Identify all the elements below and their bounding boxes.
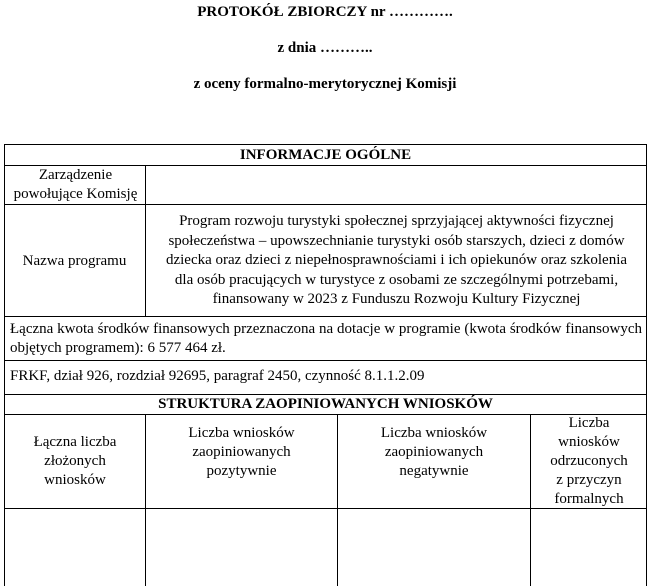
program-name-line: społeczeństwa – upowszechnianie turystyki osób starszych, dzieci z domów xyxy=(168,232,625,249)
divider xyxy=(4,204,647,205)
label-program-name: Nazwa programu xyxy=(22,253,127,269)
protocol-date: z dnia ……….. xyxy=(277,40,373,56)
label-zarzadzenie-line: Zarządzenie xyxy=(38,167,113,183)
column-header-line: odrzuconych xyxy=(550,453,628,469)
value-program-name xyxy=(146,212,647,310)
column-header-line: Łączna liczba xyxy=(33,434,117,450)
program-name-line: dziecka oraz dzieci z niepełnosprawnościami i ich opiekunów oraz szkolenia xyxy=(165,252,628,268)
section-heading-structure: STRUKTURA ZAOPINIOWANYCH WNIOSKÓW xyxy=(158,396,493,412)
program-name-line: dla osób pracujących w turystyce z osobami ze szczególnymi potrzebami, xyxy=(174,271,619,288)
column-header-negative xyxy=(338,424,530,481)
column-header-line: formalnych xyxy=(554,491,624,507)
protocol-table xyxy=(4,144,647,586)
column-header-positive xyxy=(146,424,337,481)
column-header-line: z przyczyn xyxy=(556,472,622,488)
section-heading-general: INFORMACJE OGÓLNE xyxy=(239,147,412,163)
budget-classification-text: FRKF, dział 926, rozdział 92695, paragraf 2450, czynność 8.1.1.2.09 xyxy=(10,368,425,384)
divider xyxy=(4,360,647,361)
column-header-line: zaopiniowanych xyxy=(192,444,291,460)
column-header-total-submitted xyxy=(5,433,145,490)
program-name-line: Program rozwoju turystyki społecznej sprzyjającej aktywności fizycznej xyxy=(179,213,614,229)
program-name-line: finansowany w 2023 z Funduszu Rozwoju Kultury Fizycznej xyxy=(212,291,581,307)
column-header-line: wniosków xyxy=(44,472,106,488)
column-header-line: negatywnie xyxy=(399,463,469,479)
column-header-line: złożonych xyxy=(44,453,106,469)
protocol-subtitle: z oceny formalno-merytorycznej Komisji xyxy=(193,76,457,92)
column-header-line: pozytywnie xyxy=(206,463,277,479)
column-header-rejected-formal xyxy=(531,414,647,509)
column-header-line: Liczba wniosków xyxy=(380,425,488,441)
column-header-line: Liczba xyxy=(568,415,610,431)
column-header-line: Liczba wniosków xyxy=(188,425,295,441)
label-zarzadzenie-line: powołujące Komisję xyxy=(13,186,138,202)
column-header-line: wniosków xyxy=(558,434,620,450)
protocol-title: PROTOKÓŁ ZBIORCZY nr …………. xyxy=(197,4,453,20)
divider xyxy=(4,316,647,317)
label-zarzadzenie xyxy=(6,166,145,204)
column-header-line: zaopiniowanych xyxy=(384,444,484,460)
total-amount-text: Łączna kwota środków finansowych przeznaczona na dotacje w programie (kwota środków finansowych objętych programem): 6 577 464 zł. xyxy=(10,321,642,356)
